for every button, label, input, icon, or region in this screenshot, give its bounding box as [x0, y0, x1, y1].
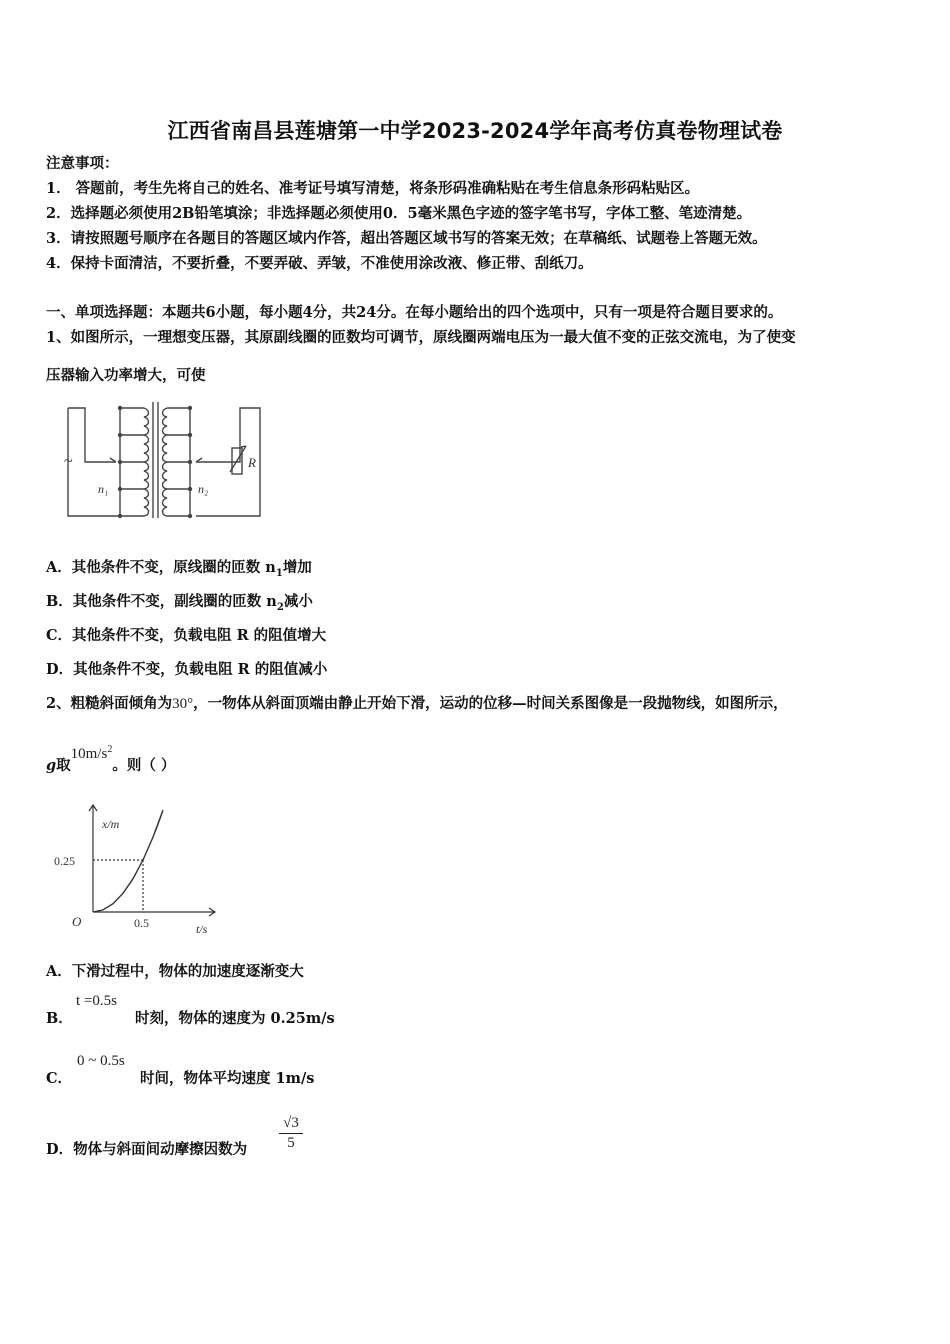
option-2b-text: 时刻，物体的速度为 0.25m/s: [135, 1010, 335, 1027]
question-2-text-cont: ，一物体从斜面顶端由静止开始下滑，运动的位移—时间关系图像是一段抛物线，如图所示，: [193, 695, 788, 712]
option-1b-suffix: 减小: [283, 593, 313, 610]
gravity-take: 取: [56, 757, 71, 774]
option-1a: [46, 556, 312, 579]
gravity-exponent: 2: [107, 744, 113, 755]
primary-turns-label: n₁: [98, 482, 109, 496]
friction-fraction: [279, 1114, 303, 1153]
gravity-value: [71, 746, 113, 762]
notice-item: 3．请按照题号顺序在各题目的答题区域内作答，超出答题区域书写的答案无效；在草稿纸、试题卷上答题无效。: [46, 230, 767, 247]
x-axis-label: t/s: [196, 922, 208, 936]
option-1a-suffix: 增加: [282, 559, 312, 576]
option-1c: C．其他条件不变，负载电阻 R 的阻值增大: [46, 627, 327, 644]
section-heading: 一、单项选择题：本题共6小题，每小题4分，共24分。在每小题给出的四个选项中，只有一项是符合题目要求的。: [46, 304, 783, 321]
option-1a-subscript: 1: [275, 567, 283, 579]
fraction-denominator: 5: [287, 1135, 295, 1151]
option-2b-math: t =0.5s: [76, 993, 117, 1009]
origin-label: O: [72, 914, 82, 929]
resistor-label: R: [248, 455, 256, 470]
question-2-gravity: [46, 744, 176, 775]
option-2a: A．下滑过程中，物体的加速度逐渐变大: [46, 963, 304, 980]
question-2-end: 。则（ ）: [112, 757, 176, 774]
xt-graph: [50, 800, 225, 940]
option-1d: D．其他条件不变，负载电阻 R 的阻值减小: [46, 661, 328, 678]
question-1-stem: 1、如图所示，一理想变压器，其原副线圈的匝数均可调节，原线圈两端电压为一最大值不变的正弦交流电，为了使变: [46, 329, 796, 346]
x-tick-label: 0.5: [134, 916, 149, 930]
gravity-value-text: 10m/s: [70, 746, 108, 762]
option-1b: [46, 590, 313, 613]
option-2b-label: B．: [46, 1010, 73, 1027]
incline-angle: 30°: [172, 696, 194, 712]
question-2-text: 2、粗糙斜面倾角为: [46, 695, 173, 712]
page-title: 江西省南昌县莲塘第一中学2023-2024学年高考仿真卷物理试卷: [167, 119, 783, 143]
fraction-numerator: √3: [279, 1114, 303, 1134]
option-2c-label: C．: [46, 1070, 73, 1087]
option-2d-text: D．物体与斜面间动摩擦因数为: [46, 1141, 248, 1158]
ac-source-symbol: ~: [64, 453, 73, 470]
option-2c-text: 时间，物体平均速度 1m/s: [140, 1070, 315, 1087]
question-2-stem: [46, 692, 788, 713]
notice-item: 1． 答题前，考生先将自己的姓名、准考证号填写清楚，将条形码准确粘贴在考生信息条形码粘贴区。: [46, 180, 700, 197]
option-2c-math: 0 ~ 0.5s: [77, 1053, 125, 1069]
notice-item: 2．选择题必须使用2B铅笔填涂；非选择题必须使用0．5毫米黑色字迹的签字笔书写，字体工整、笔迹清楚。: [46, 205, 752, 222]
gravity-symbol: g: [46, 757, 57, 774]
option-1b-text: B．其他条件不变，副线圈的匝数 n: [46, 593, 277, 610]
notice-item: 4．保持卡面清洁，不要折叠，不要弄破、弄皱，不准使用涂改液、修正带、刮纸刀。: [46, 255, 593, 272]
notice-heading: 注意事项：: [46, 155, 119, 172]
transformer-figure: [60, 398, 275, 524]
option-1a-text: A．其他条件不变，原线圈的匝数 n: [46, 559, 276, 576]
question-1-stem-cont: 压器输入功率增大，可使: [46, 367, 206, 384]
option-1b-subscript: 2: [276, 601, 284, 613]
secondary-turns-label: n₂: [198, 482, 209, 496]
y-tick-label: 0.25: [54, 854, 75, 868]
y-axis-label: x/m: [102, 817, 120, 831]
